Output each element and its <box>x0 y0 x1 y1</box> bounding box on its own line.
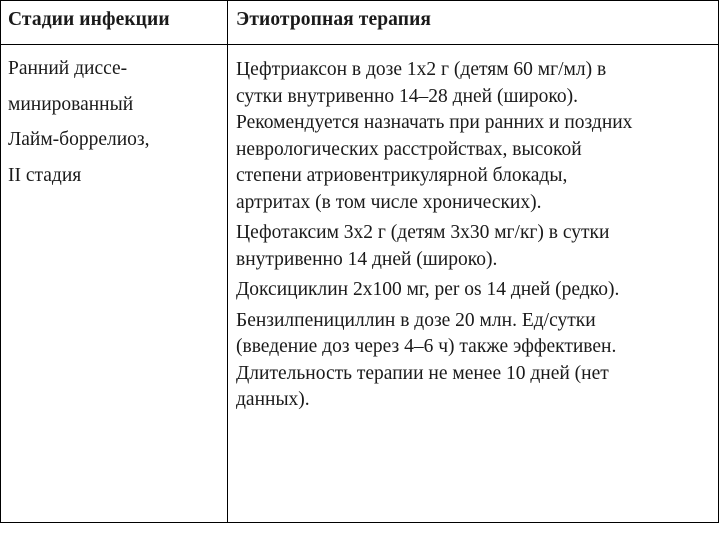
therapy-line: Длительность терапии не менее 10 дней (нет <box>236 362 609 384</box>
stage-line: Лайм-боррелиоз, <box>8 129 150 150</box>
therapy-line: (введение доз через 4–6 ч) также эффективен. <box>236 336 617 357</box>
therapy-paragraph-cefotaxime <box>236 220 716 273</box>
stage-line: II стадия <box>8 164 82 186</box>
header-stage: Стадии инфекции <box>8 9 170 30</box>
therapy-line: Цефтриаксон в дозе 1х2 г (детям 60 мг/мл) в <box>236 59 607 80</box>
therapy-line: сутки внутривенно 14–28 дней (широко). <box>236 85 579 107</box>
therapy-line: артритах (в том числе хронических). <box>236 191 542 213</box>
therapy-paragraph-doxycycline <box>236 277 716 304</box>
therapy-line: данных). <box>236 389 310 410</box>
therapy-line: неврологических расстройствах, высокой <box>236 138 582 160</box>
therapy-line: Бензилпенициллин в дозе 20 млн. Ед/сутки <box>236 309 596 331</box>
stage-line: Ранний диссе- <box>8 58 128 79</box>
therapy-paragraph-benzylpenicillin <box>236 308 716 414</box>
therapy-line: Доксициклин 2х100 мг, per os 14 дней (редко). <box>236 279 620 300</box>
therapy-cell <box>236 57 716 418</box>
header-therapy: Этиотропная терапия <box>236 9 432 30</box>
stage-cell <box>8 51 220 193</box>
therapy-line: Цефотаксим 3х2 г (детям 3х30 мг/кг) в сутки <box>236 222 610 243</box>
therapy-line: внутривенно 14 дней (широко). <box>236 248 498 270</box>
stage-line: минированный <box>8 93 134 115</box>
table-header-row <box>1 1 718 45</box>
column-divider <box>227 1 228 522</box>
therapy-paragraph-ceftriaxone <box>236 57 716 216</box>
therapy-line: степени атриовентрикулярной блокады, <box>236 165 568 186</box>
therapy-line: Рекомендуется назначать при ранних и поздних <box>236 112 633 133</box>
